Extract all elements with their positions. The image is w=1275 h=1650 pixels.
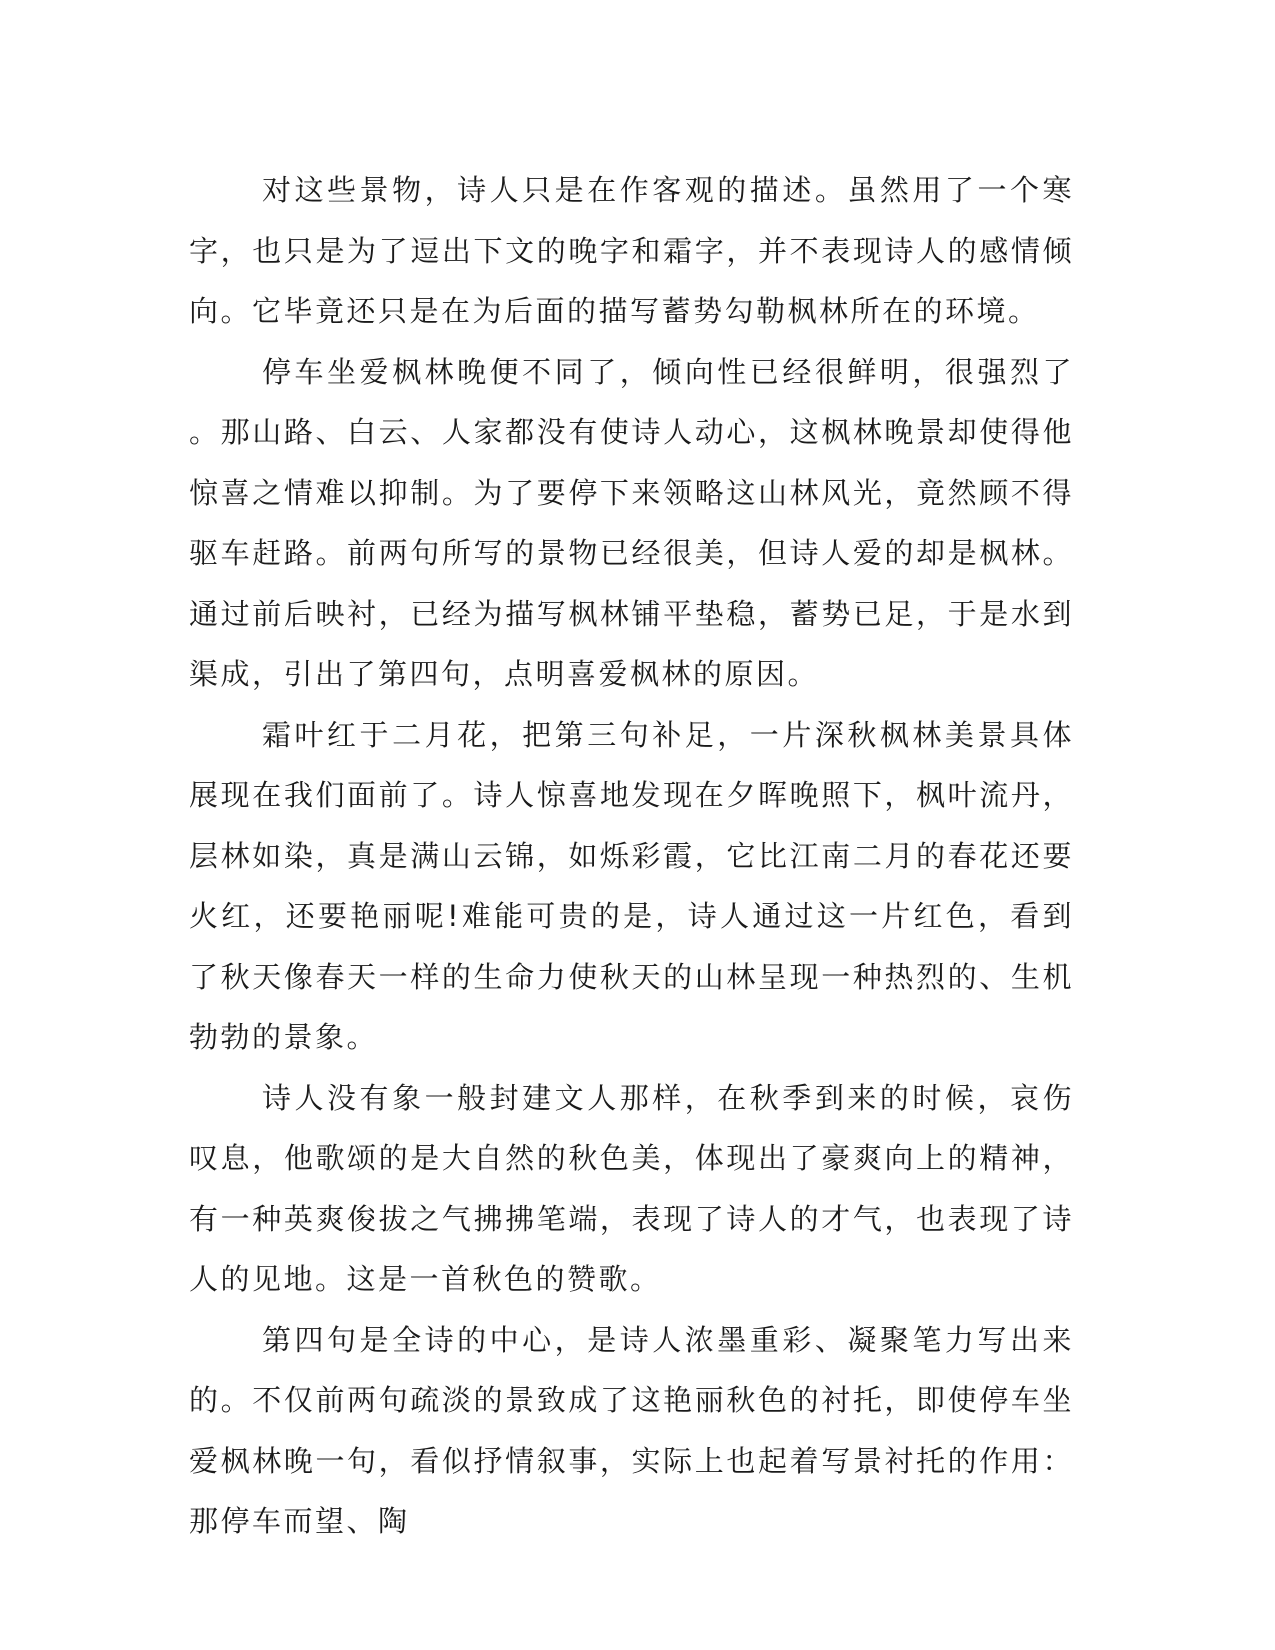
- paragraph: 第四句是全诗的中心，是诗人浓墨重彩、凝聚笔力写出来的。不仅前两句疏淡的景致成了这艳丽秋色的衬托，即使停车坐爱枫林晚一句，看似抒情叙事，实际上也起着写景衬托的作用：那停车而望、陶: [189, 1322, 1074, 1538]
- paragraph: 对这些景物，诗人只是在作客观的描述。虽然用了一个寒字，也只是为了逗出下文的晚字和霜字，并不表现诗人的感情倾向。它毕竟还只是在为后面的描写蓄势勾勒枫林所在的环境。: [189, 173, 1074, 328]
- paragraph: 霜叶红于二月花，把第三句补足，一片深秋枫林美景具体展现在我们面前了。诗人惊喜地发现在夕晖晚照下，枫叶流丹，层林如染，真是满山云锦，如烁彩霞，它比江南二月的春花还要火红，还要艳丽呢!难能可贵的是，诗人通过这一片红色，看到了秋天像春天一样的生命力使秋天的山林呈现一种热烈的、生机勃勃的景象。: [189, 717, 1074, 1054]
- document-body: [189, 160, 1074, 1552]
- paragraph: 诗人没有象一般封建文人那样，在秋季到来的时候，哀伤叹息，他歌颂的是大自然的秋色美，体现出了豪爽向上的精神，有一种英爽俊拔之气拂拂笔端，表现了诗人的才气，也表现了诗人的见地。这是一首秋色的赞歌。: [189, 1080, 1074, 1296]
- paragraph: 停车坐爱枫林晚便不同了，倾向性已经很鲜明，很强烈了。那山路、白云、人家都没有使诗人动心，这枫林晚景却使得他惊喜之情难以抑制。为了要停下来领略这山林风光，竟然顾不得驱车赶路。前两句所写的景物已经很美，但诗人爱的却是枫林。通过前后映衬，已经为描写枫林铺平垫稳，蓄势已足，于是水到渠成，引出了第四句，点明喜爱枫林的原因。: [189, 354, 1074, 691]
